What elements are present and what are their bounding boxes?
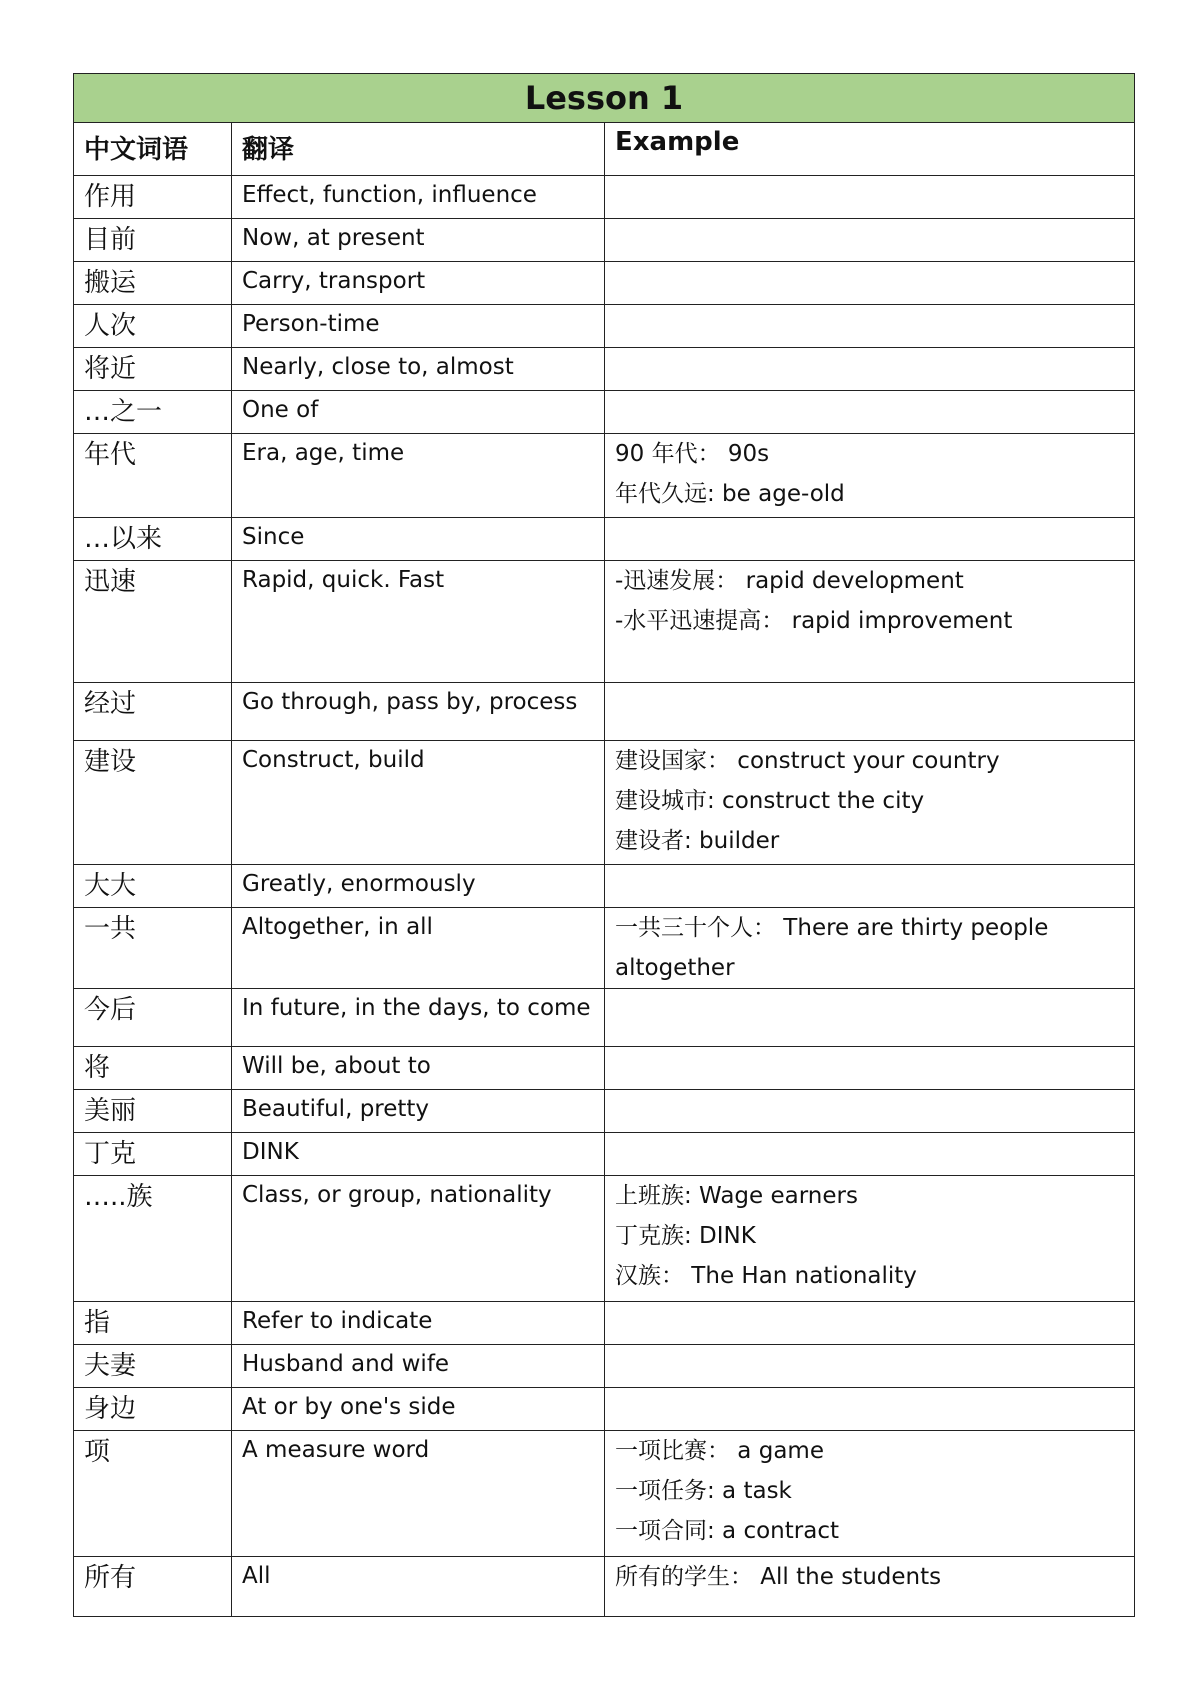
example-line: 一项合同: a contract <box>615 1518 839 1544</box>
translation-cell: All <box>232 1557 605 1617</box>
translation-cell: Effect, function, influence <box>232 176 605 219</box>
example-cell <box>605 1345 1135 1388</box>
header-translation: 翻译 <box>232 123 605 176</box>
example-line: 所有的学生： All the students <box>615 1564 942 1590</box>
table-row <box>74 1431 1135 1557</box>
example-cell <box>605 305 1135 348</box>
chinese-word-cell: 项 <box>74 1431 232 1557</box>
chinese-word-cell: …..族 <box>74 1176 232 1302</box>
chinese-word-cell: 年代 <box>74 434 232 518</box>
chinese-word-cell: …以来 <box>74 518 232 561</box>
chinese-word-cell: 建设 <box>74 741 232 865</box>
example-cell <box>605 1388 1135 1431</box>
translation-cell: Construct, build <box>232 741 605 865</box>
example-cell <box>605 1090 1135 1133</box>
vocabulary-table <box>73 73 1135 1617</box>
table-row <box>74 1047 1135 1090</box>
translation-cell: Since <box>232 518 605 561</box>
header-chinese-word: 中文词语 <box>74 123 232 176</box>
example-line: -水平迅速提高： rapid improvement <box>615 608 1013 634</box>
chinese-word-cell: 一共 <box>74 908 232 989</box>
translation-cell: Greatly, enormously <box>232 865 605 908</box>
table-row <box>74 683 1135 741</box>
table-row <box>74 741 1135 865</box>
table-row <box>74 1388 1135 1431</box>
header-example: Example <box>605 123 1135 176</box>
translation-cell: Will be, about to <box>232 1047 605 1090</box>
table-row <box>74 262 1135 305</box>
example-line: 丁克族: DINK <box>615 1223 756 1249</box>
table-row <box>74 434 1135 518</box>
example-line: 上班族: Wage earners <box>615 1183 858 1209</box>
translation-cell: Now, at present <box>232 219 605 262</box>
translation-cell: A measure word <box>232 1431 605 1557</box>
translation-cell: Beautiful, pretty <box>232 1090 605 1133</box>
example-cell <box>605 219 1135 262</box>
chinese-word-cell: 作用 <box>74 176 232 219</box>
table-row <box>74 865 1135 908</box>
example-cell <box>605 518 1135 561</box>
chinese-word-cell: 将近 <box>74 348 232 391</box>
table-row <box>74 1133 1135 1176</box>
chinese-word-cell: 今后 <box>74 989 232 1047</box>
chinese-word-cell: 指 <box>74 1302 232 1345</box>
translation-cell: At or by one's side <box>232 1388 605 1431</box>
table-row <box>74 176 1135 219</box>
example-cell <box>605 262 1135 305</box>
chinese-word-cell: …之一 <box>74 391 232 434</box>
example-line: 汉族： The Han nationality <box>615 1263 917 1289</box>
example-line: 建设国家： construct your country <box>615 748 1000 774</box>
example-cell <box>605 561 1135 683</box>
translation-cell: Person-time <box>232 305 605 348</box>
table-row <box>74 1090 1135 1133</box>
table-row <box>74 305 1135 348</box>
table-row <box>74 1302 1135 1345</box>
translation-cell: Rapid, quick. Fast <box>232 561 605 683</box>
example-cell <box>605 391 1135 434</box>
table-row <box>74 1345 1135 1388</box>
title-row <box>74 74 1135 123</box>
translation-cell: In future, in the days, to come <box>232 989 605 1047</box>
vocabulary-rows <box>74 176 1135 1617</box>
example-cell <box>605 908 1135 989</box>
table-row <box>74 908 1135 989</box>
example-cell <box>605 1431 1135 1557</box>
table-row <box>74 561 1135 683</box>
header-row <box>74 123 1135 176</box>
translation-cell: One of <box>232 391 605 434</box>
lesson-title: Lesson 1 <box>74 74 1135 123</box>
example-line: 建设城市: construct the city <box>615 788 925 814</box>
chinese-word-cell: 经过 <box>74 683 232 741</box>
translation-cell: Nearly, close to, almost <box>232 348 605 391</box>
translation-cell: Class, or group, nationality <box>232 1176 605 1302</box>
table-row <box>74 1176 1135 1302</box>
chinese-word-cell: 大大 <box>74 865 232 908</box>
chinese-word-cell: 丁克 <box>74 1133 232 1176</box>
chinese-word-cell: 美丽 <box>74 1090 232 1133</box>
example-line: 建设者: builder <box>615 828 780 854</box>
chinese-word-cell: 搬运 <box>74 262 232 305</box>
table-row <box>74 391 1135 434</box>
translation-cell: Carry, transport <box>232 262 605 305</box>
example-cell <box>605 683 1135 741</box>
example-line: 90 年代： 90s <box>615 441 770 467</box>
example-line: -迅速发展： rapid development <box>615 568 964 594</box>
chinese-word-cell: 将 <box>74 1047 232 1090</box>
table-row <box>74 348 1135 391</box>
example-cell <box>605 1176 1135 1302</box>
example-line: 年代久远: be age-old <box>615 481 845 507</box>
example-cell <box>605 434 1135 518</box>
example-cell <box>605 1047 1135 1090</box>
example-cell <box>605 1133 1135 1176</box>
table-row <box>74 219 1135 262</box>
example-cell <box>605 1302 1135 1345</box>
chinese-word-cell: 夫妻 <box>74 1345 232 1388</box>
chinese-word-cell: 身边 <box>74 1388 232 1431</box>
example-cell <box>605 176 1135 219</box>
example-line: 一共三十个人： There are thirty people altogether <box>615 915 1049 981</box>
chinese-word-cell: 迅速 <box>74 561 232 683</box>
translation-cell: Go through, pass by, process <box>232 683 605 741</box>
translation-cell: Refer to indicate <box>232 1302 605 1345</box>
example-cell <box>605 1557 1135 1617</box>
example-cell <box>605 741 1135 865</box>
example-cell <box>605 348 1135 391</box>
translation-cell: Husband and wife <box>232 1345 605 1388</box>
chinese-word-cell: 所有 <box>74 1557 232 1617</box>
table-row <box>74 518 1135 561</box>
example-cell <box>605 989 1135 1047</box>
chinese-word-cell: 目前 <box>74 219 232 262</box>
table-row <box>74 1557 1135 1617</box>
translation-cell: Altogether, in all <box>232 908 605 989</box>
table-row <box>74 989 1135 1047</box>
translation-cell: Era, age, time <box>232 434 605 518</box>
example-line: 一项任务: a task <box>615 1478 792 1504</box>
chinese-word-cell: 人次 <box>74 305 232 348</box>
example-cell <box>605 865 1135 908</box>
translation-cell: DINK <box>232 1133 605 1176</box>
example-line: 一项比赛： a game <box>615 1438 824 1464</box>
